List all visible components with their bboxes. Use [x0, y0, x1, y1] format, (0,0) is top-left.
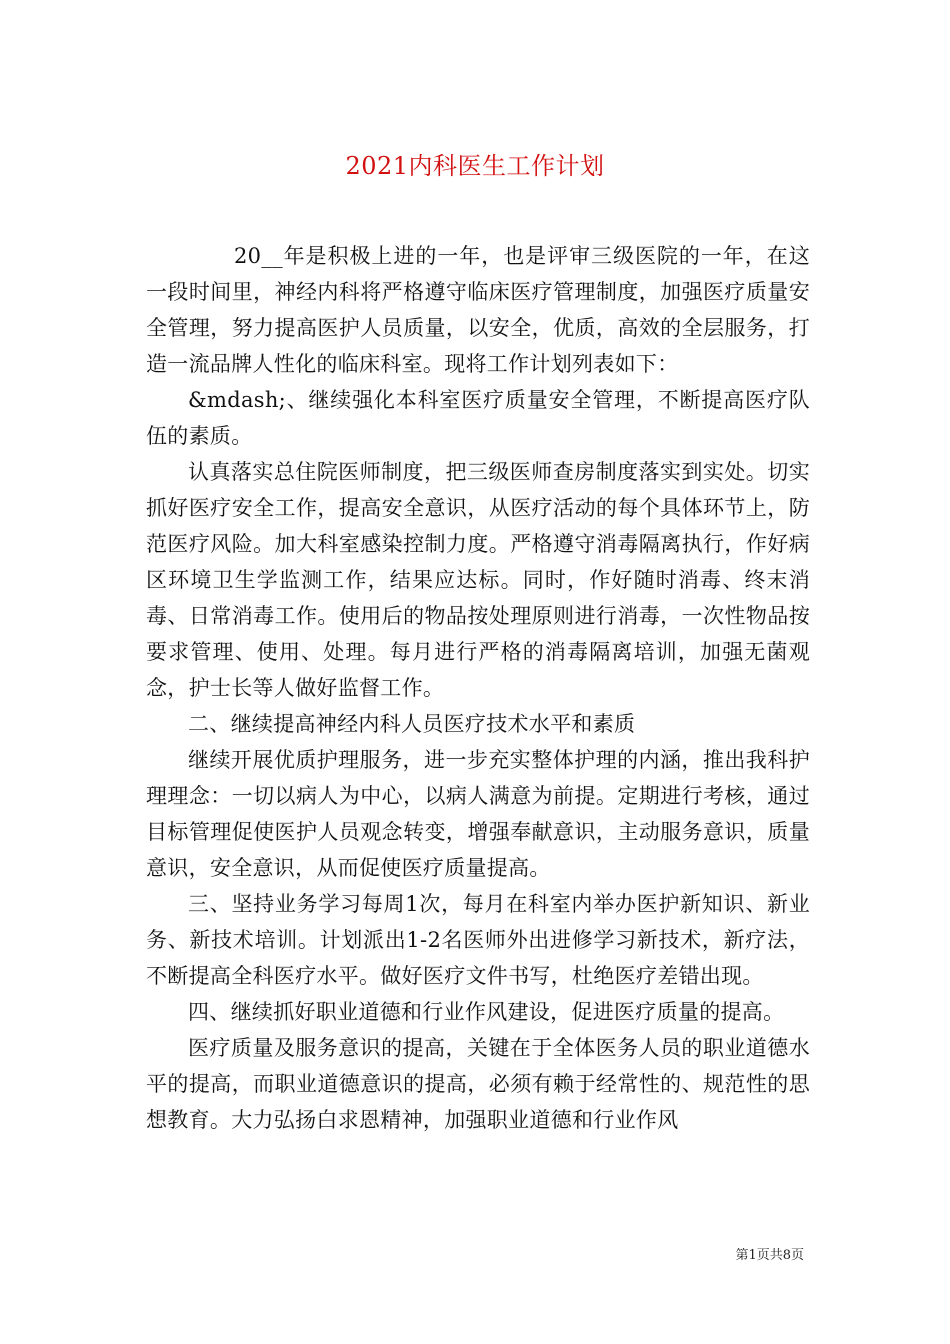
paragraph-section-three: 三、坚持业务学习每周1次，每月在科室内举办医护新知识、新业务、新技术培训。计划派出1-2名医师外出进修学习新技术，新疗法，不断提高全科医疗水平。做好医疗文件书写，杜绝医疗差错出现。 — [146, 892, 810, 988]
paragraph-section-two-heading: 二、继续提高神经内科人员医疗技术水平和素质 — [188, 712, 636, 736]
page-number-footer: 第1页共8页 — [735, 1248, 804, 1263]
paragraph-intro: 20__年是积极上进的一年，也是评审三级医院的一年，在这一段时间里，神经内科将严格遵守临床医疗管理制度，加强医疗质量安全管理，努力提高医护人员质量，以安全，优质，高效的全层服务，打造一流品牌人性化的临床科室。现将工作计划列表如下： — [146, 244, 810, 376]
paragraph-section-two-body: 继续开展优质护理服务，进一步充实整体护理的内涵，推出我科护理理念：一切以病人为中心，以病人满意为前提。定期进行考核，通过目标管理促使医护人员观念转变，增强奉献意识，主动服务意识，质量意识，安全意识，从而促使医疗质量提高。 — [146, 748, 810, 880]
paragraph-section-one-body: 认真落实总住院医师制度，把三级医师查房制度落实到实处。切实抓好医疗安全工作，提高安全意识，从医疗活动的每个具体环节上，防范医疗风险。加大科室感染控制力度。严格遵守消毒隔离执行，作好病区环境卫生学监测工作，结果应达标。同时，作好随时消毒、终末消毒、日常消毒工作。使用后的物品按处理原则进行消毒，一次性物品按要求管理、使用、处理。每月进行严格的消毒隔离培训，加强无菌观念，护士长等人做好监督工作。 — [146, 460, 810, 700]
paragraph-section-four-heading: 四、继续抓好职业道德和行业作风建设，促进医疗质量的提高。 — [188, 1000, 785, 1024]
document-title: 2021内科医生工作计划 — [345, 152, 605, 181]
paragraph-section-four-body: 医疗质量及服务意识的提高，关键在于全体医务人员的职业道德水平的提高，而职业道德意识的提高，必须有赖于经常性的、规范性的思想教育。大力弘扬白求恩精神，加强职业道德和行业作风 — [146, 1036, 810, 1132]
document-body — [146, 238, 810, 1138]
paragraph-section-one-heading: &mdash;、继续强化本科室医疗质量安全管理，不断提高医疗队伍的素质。 — [146, 388, 810, 448]
